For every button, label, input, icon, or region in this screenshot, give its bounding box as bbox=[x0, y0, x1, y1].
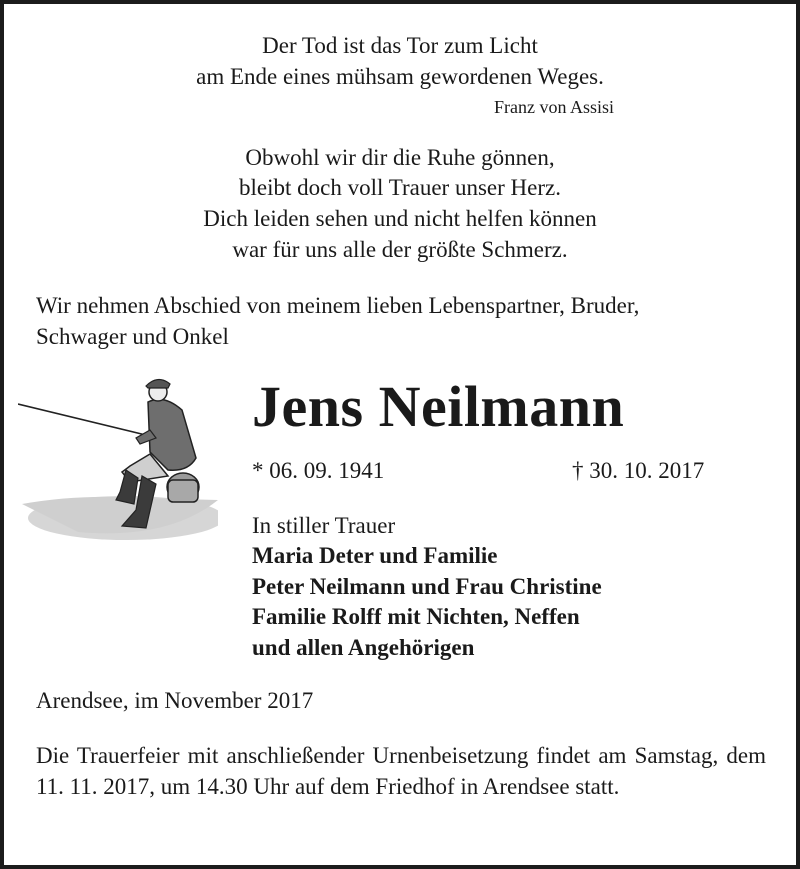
mourner-4: und allen Angehörigen bbox=[252, 635, 475, 660]
poem1-line1: Der Tod ist das Tor zum Licht bbox=[262, 33, 538, 58]
death-date: † 30. 10. 2017 bbox=[572, 458, 705, 483]
mourners-heading: In stiller Trauer bbox=[252, 513, 396, 538]
place-date: Arendsee, im November 2017 bbox=[36, 688, 314, 713]
mourner-3: Familie Rolff mit Nichten, Neffen bbox=[252, 604, 580, 629]
funeral-info: Die Trauerfeier mit anschließender Urnenbeisetzung findet am Samstag, dem 11. 11. 2017, um 14.30 Uhr auf dem Friedhof in Arendsee statt. bbox=[36, 743, 766, 799]
mourner-2: Peter Neilmann und Frau Christine bbox=[252, 574, 602, 599]
poem2-line3: Dich leiden sehen und nicht helfen können bbox=[203, 206, 597, 231]
intro-line1: Wir nehmen Abschied von meinem lieben Lebenspartner, Bruder, bbox=[36, 293, 640, 318]
fisherman-illustration bbox=[18, 372, 218, 548]
poem2-line4: war für uns alle der größte Schmerz. bbox=[232, 237, 568, 262]
poem1-author: Franz von Assisi bbox=[493, 97, 614, 117]
intro-line2: Schwager und Onkel bbox=[36, 324, 229, 349]
deceased-name: Jens Neilmann bbox=[252, 374, 625, 439]
poem2-line1: Obwohl wir dir die Ruhe gönnen, bbox=[245, 145, 555, 170]
birth-date: * 06. 09. 1941 bbox=[252, 458, 385, 483]
poem2-line2: bleibt doch voll Trauer unser Herz. bbox=[239, 175, 561, 200]
mourner-1: Maria Deter und Familie bbox=[252, 543, 498, 568]
poem1-line2: am Ende eines mühsam gewordenen Weges. bbox=[196, 64, 604, 89]
